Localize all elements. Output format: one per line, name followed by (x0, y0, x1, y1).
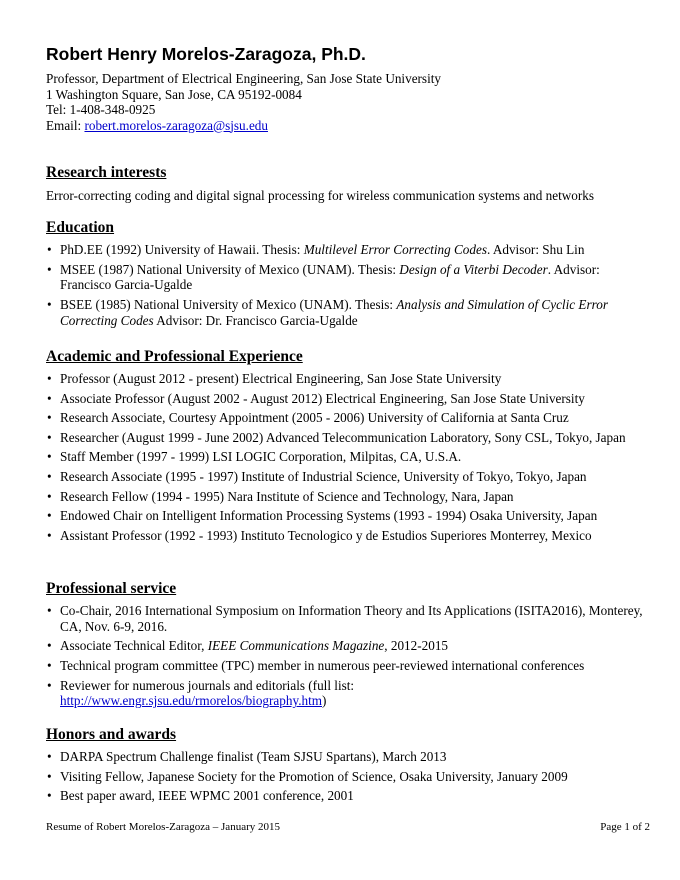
education-section (46, 219, 646, 332)
honors-list (46, 749, 646, 804)
education-text: BSEE (1985) National University of Mexico (UNAM). Thesis: (60, 296, 397, 312)
research-text: Error-correcting coding and digital signal processing for wireless communication systems and networks (46, 188, 594, 203)
experience-list (46, 371, 646, 544)
education-text: . Advisor: Shu Lin (486, 242, 585, 257)
education-text: . Advisor: Francisco Garcia-Ugalde (60, 261, 600, 293)
service-item: • Technical program committee (TPC) member in numerous peer-reviewed international conferences (46, 658, 646, 674)
service-text: Reviewer for numerous journals and editorials (full list: (60, 677, 355, 693)
journal-title: IEEE Communications Magazine (207, 638, 385, 654)
honors-heading: Honors and awards (46, 726, 177, 743)
education-item (46, 262, 646, 294)
service-text: , 2012-2015 (384, 638, 449, 654)
education-item (46, 242, 646, 258)
experience-section (46, 348, 646, 547)
service-list (46, 603, 646, 709)
honors-item: • Visiting Fellow, Japanese Society for the Promotion of Science, Osaka University, January 2009 (46, 769, 646, 785)
experience-item: • Researcher (August 1999 - June 2002) Advanced Telecommunication Laboratory, Sony CSL, Tokyo, Japan (46, 430, 646, 446)
experience-item: • Research Associate, Courtesy Appointment (2005 - 2006) University of California at Santa Cruz (46, 410, 646, 426)
position-line: Professor, Department of Electrical Engineering, San Jose State University (46, 71, 441, 86)
service-text: ) (322, 693, 327, 709)
phone-line: Tel: 1-408-348-0925 (46, 102, 156, 117)
honors-item: • DARPA Spectrum Challenge finalist (Team SJSU Spartans), March 2013 (46, 749, 646, 765)
service-heading: Professional service (46, 580, 177, 597)
experience-heading: Academic and Professional Experience (46, 348, 303, 365)
education-heading: Education (46, 219, 115, 236)
address-line: 1 Washington Square, San Jose, CA 95192-0084 (46, 86, 302, 102)
experience-item: • Staff Member (1997 - 1999) LSI LOGIC Corporation, Milpitas, CA, U.S.A. (46, 449, 646, 465)
honors-section (46, 726, 646, 808)
education-text: PhD.EE (1992) University of Hawaii. Thesis: (60, 242, 304, 257)
education-list (46, 242, 646, 329)
footer-left: Resume of Robert Morelos-Zaragoza – January 2015 (46, 821, 280, 833)
email-link[interactable]: robert.morelos-zaragoza@sjsu.edu (84, 117, 268, 133)
education-text: MSEE (1987) National University of Mexico (UNAM). Thesis: (60, 261, 400, 277)
research-section (46, 164, 646, 204)
email-line (46, 118, 441, 134)
experience-item: • Research Fellow (1994 - 1995) Nara Institute of Science and Technology, Nara, Japan (46, 489, 646, 505)
honors-item: • Best paper award, IEEE WPMC 2001 conference, 2001 (46, 788, 646, 804)
experience-item: • Assistant Professor (1992 - 1993) Instituto Tecnologico y de Estudios Superiores Monterrey, Mexico (46, 528, 646, 544)
service-section (46, 580, 646, 713)
biography-link[interactable]: http://www.engr.sjsu.edu/rmorelos/biography.htm (60, 693, 323, 709)
email-label: Email: (46, 117, 85, 133)
experience-item: • Endowed Chair on Intelligent Information Processing Systems (1993 - 1994) Osaka University, Japan (46, 508, 646, 524)
service-text: Associate Technical Editor, (60, 638, 208, 654)
education-text: Advisor: Dr. Francisco Garcia-Ugalde (153, 312, 358, 328)
service-item (46, 678, 646, 710)
page-number: Page 1 of 2 (600, 821, 650, 833)
contact-block (46, 71, 441, 133)
service-item: • Co-Chair, 2016 International Symposium on Information Theory and Its Applications (ISITA2016), Monterey, CA, Nov. 6-9, 2016. (46, 603, 646, 635)
education-item (46, 297, 646, 329)
resume-name: Robert Henry Morelos-Zaragoza, Ph.D. (46, 44, 366, 64)
thesis-title: Design of a Viterbi Decoder (399, 261, 548, 277)
experience-item: • Associate Professor (August 2002 - August 2012) Electrical Engineering, San Jose State University (46, 391, 646, 407)
thesis-title: Multilevel Error Correcting Codes (303, 242, 487, 257)
experience-item: • Research Associate (1995 - 1997) Institute of Industrial Science, University of Tokyo, Tokyo, Japan (46, 469, 646, 485)
service-item (46, 638, 646, 654)
experience-item: • Professor (August 2012 - present) Electrical Engineering, San Jose State University (46, 371, 646, 387)
thesis-title: Analysis and Simulation of Cyclic Error Correcting Codes (60, 296, 608, 328)
research-heading: Research interests (46, 164, 167, 181)
